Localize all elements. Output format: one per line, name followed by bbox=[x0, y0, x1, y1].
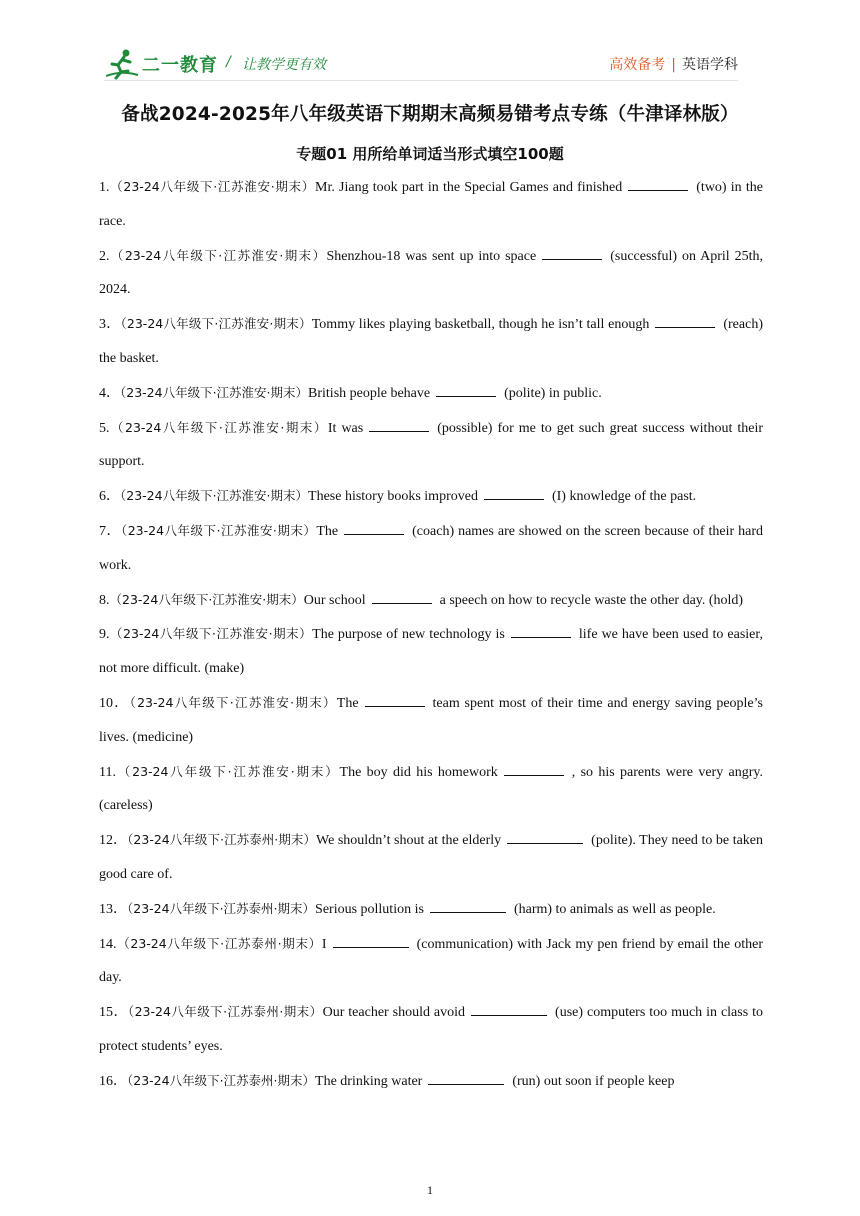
question-text: The boy did his homework bbox=[339, 764, 498, 780]
question-text: I bbox=[321, 936, 327, 952]
question-source: （23-24八年级下·江苏淮安·期末） bbox=[115, 763, 340, 779]
question-number: 6． bbox=[99, 489, 120, 505]
question-number: 8. bbox=[99, 592, 110, 608]
question-item bbox=[99, 411, 763, 480]
question-text-after: (two) in the race. bbox=[99, 180, 763, 229]
question-source: （23-24八年级下·江苏淮安·期末） bbox=[109, 626, 313, 642]
question-text: Our school bbox=[303, 592, 366, 608]
page-subtitle: 专题01 用所给单词适当形式填空100题 bbox=[296, 145, 564, 163]
question-number: 16． bbox=[99, 1073, 127, 1089]
answer-blank[interactable] bbox=[369, 417, 429, 432]
slogan-divider: / bbox=[226, 54, 231, 70]
question-number: 3． bbox=[99, 317, 121, 333]
page-header bbox=[104, 48, 738, 84]
question-text-after: (use) computers too much in class to protect students’ eyes. bbox=[99, 1005, 764, 1054]
question-source: （23-24八年级下·江苏淮安·期末） bbox=[109, 591, 304, 607]
question-item bbox=[99, 514, 763, 583]
question-text: It was bbox=[327, 420, 364, 436]
question-text: British people behave bbox=[308, 385, 431, 401]
question-text-after: life we have been used to easier, not more difficult. (make) bbox=[99, 627, 763, 677]
question-number: 1. bbox=[99, 180, 110, 195]
question-text: The bbox=[316, 523, 339, 539]
question-text: Our teacher should avoid bbox=[322, 1005, 466, 1021]
question-text-after: , so his parents were very angry. (careless) bbox=[99, 764, 763, 814]
question-text: The bbox=[336, 695, 359, 711]
question-text: The purpose of new technology is bbox=[312, 627, 505, 643]
question-source: （23-24八年级下·江苏淮安·期末） bbox=[109, 179, 315, 194]
slogan: 让教学更有效 bbox=[242, 57, 326, 73]
question-text-after: a speech on how to recycle waste the other day. (hold) bbox=[439, 592, 744, 608]
question-text: These history books improved bbox=[308, 489, 478, 505]
question-item bbox=[99, 239, 763, 308]
answer-blank[interactable] bbox=[507, 829, 583, 844]
question-number: 14. bbox=[99, 936, 117, 952]
question-text-after: (I) knowledge of the past. bbox=[551, 489, 697, 505]
question-source: （23-24八年级下·江苏淮安·期末） bbox=[120, 522, 317, 538]
answer-blank[interactable] bbox=[436, 382, 496, 397]
question-source: （23-24八年级下·江苏淮安·期末） bbox=[120, 316, 312, 332]
question-source: （23-24八年级下·江苏淮安·期末） bbox=[129, 694, 337, 710]
question-source: （23-24八年级下·江苏泰州·期末） bbox=[127, 1004, 323, 1020]
question-item bbox=[99, 823, 763, 892]
question-item bbox=[99, 170, 763, 239]
answer-blank[interactable] bbox=[372, 589, 432, 604]
header-tag: 高效备考 bbox=[609, 57, 666, 73]
question-item bbox=[99, 1064, 763, 1099]
question-text: Tommy likes playing basketball, though he isn’t tall enough bbox=[311, 317, 650, 333]
answer-blank[interactable] bbox=[511, 623, 571, 638]
answer-blank[interactable] bbox=[628, 176, 688, 191]
question-text: The drinking water bbox=[315, 1073, 423, 1089]
answer-blank[interactable] bbox=[504, 761, 564, 776]
question-text-after: (polite) in public. bbox=[504, 385, 602, 401]
question-source: （23-24八年级下·江苏淮安·期末） bbox=[120, 488, 309, 504]
question-number: 12． bbox=[99, 833, 128, 849]
question-source: （23-24八年级下·江苏泰州·期末） bbox=[127, 1072, 316, 1088]
question-item bbox=[99, 927, 763, 996]
question-text: Mr. Jiang took part in the Special Games and finished bbox=[315, 180, 623, 195]
question-text-after: team spent most of their time and energy saving people’s lives. (medicine) bbox=[99, 695, 763, 745]
question-number: 11. bbox=[99, 764, 116, 780]
question-item bbox=[99, 686, 763, 755]
header-divider-line bbox=[104, 80, 738, 81]
question-item bbox=[99, 583, 763, 618]
answer-blank[interactable] bbox=[430, 898, 506, 913]
question-text-after: (successful) on April 25th, 2024. bbox=[99, 248, 763, 298]
page-title: 备战2024-2025年八年级英语下期期末高频易错考点专练（牛津译林版） bbox=[121, 104, 739, 125]
question-text-after: (coach) names are showed on the screen because of their hard work. bbox=[99, 523, 763, 573]
question-number: 13． bbox=[99, 901, 127, 917]
question-text-after: (communication) with Jack my pen friend by email the other day. bbox=[99, 936, 763, 986]
answer-blank[interactable] bbox=[365, 692, 425, 707]
question-source: （23-24八年级下·江苏淮安·期末） bbox=[120, 384, 309, 400]
question-number: 9. bbox=[99, 627, 110, 643]
question-text-after: (harm) to animals as well as people. bbox=[513, 901, 716, 917]
question-list bbox=[99, 170, 763, 1099]
question-number: 10． bbox=[99, 695, 130, 711]
answer-blank[interactable] bbox=[344, 520, 404, 535]
question-text-after: (possible) for me to get such great success without their support. bbox=[99, 420, 763, 470]
question-source: （23-24八年级下·江苏泰州·期末） bbox=[116, 935, 322, 951]
header-divider: | bbox=[671, 57, 676, 73]
answer-blank[interactable] bbox=[471, 1001, 547, 1016]
question-number: 2. bbox=[99, 248, 110, 264]
question-item bbox=[99, 479, 763, 514]
answer-blank[interactable] bbox=[542, 245, 602, 260]
question-item bbox=[99, 307, 763, 376]
question-number: 7． bbox=[99, 523, 121, 539]
question-item bbox=[99, 892, 763, 927]
logo-text: 二一教育 bbox=[142, 55, 218, 76]
answer-blank[interactable] bbox=[428, 1070, 504, 1085]
question-source: （23-24八年级下·江苏泰州·期末） bbox=[127, 900, 316, 916]
brand-logo bbox=[104, 48, 218, 80]
question-item bbox=[99, 995, 763, 1064]
header-subject: 英语学科 bbox=[682, 57, 738, 73]
header-subject-label bbox=[609, 54, 738, 74]
question-source: （23-24八年级下·江苏淮安·期末） bbox=[109, 247, 327, 263]
question-source: （23-24八年级下·江苏淮安·期末） bbox=[109, 419, 328, 435]
question-item bbox=[99, 617, 763, 686]
answer-blank[interactable] bbox=[655, 313, 715, 328]
question-text: We shouldn’t shout at the elderly bbox=[316, 833, 502, 849]
question-text-after: (polite). They need to be taken good care of. bbox=[99, 833, 764, 882]
question-number: 4． bbox=[99, 385, 120, 401]
question-number: 5. bbox=[99, 420, 110, 436]
answer-blank[interactable] bbox=[484, 485, 544, 500]
question-text: Shenzhou-18 was sent up into space bbox=[326, 248, 537, 264]
question-text: Serious pollution is bbox=[315, 901, 424, 917]
runner-logo-icon bbox=[104, 48, 140, 80]
question-text-after: (reach) the basket. bbox=[99, 317, 763, 366]
question-text-after: (run) out soon if people keep bbox=[512, 1073, 675, 1089]
question-item bbox=[99, 376, 763, 411]
question-number: 15． bbox=[99, 1005, 128, 1021]
question-item bbox=[99, 755, 763, 824]
page-number: 1 bbox=[427, 1183, 433, 1197]
answer-blank[interactable] bbox=[333, 933, 409, 948]
question-source: （23-24八年级下·江苏泰州·期末） bbox=[127, 832, 316, 848]
